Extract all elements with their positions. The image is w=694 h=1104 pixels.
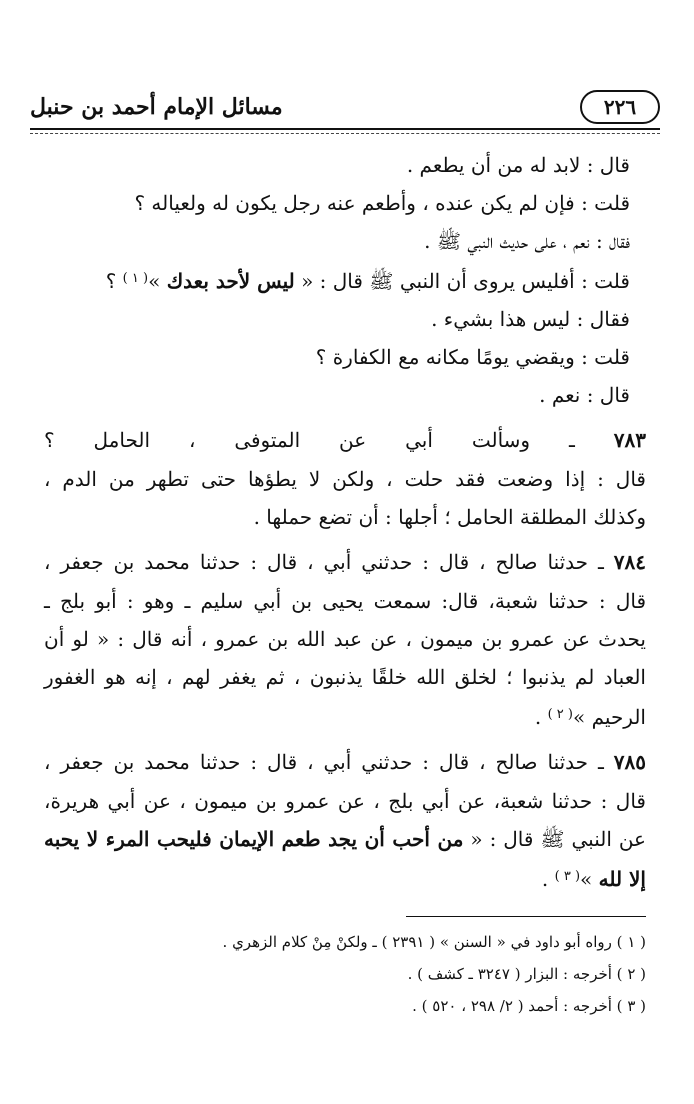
footnote-ref: ( ٣ ) bbox=[554, 869, 581, 884]
footnotes bbox=[44, 926, 646, 1022]
entry-number: ٧٨٣ bbox=[613, 428, 647, 452]
text-line: الرحيم »$^{( ٢ )}$ . bbox=[534, 705, 646, 729]
text-line: قال : إذا وضعت فقد حلت ، ولكن لا يطؤها حتى تطهر من الدم ، bbox=[44, 467, 646, 491]
footnote-ref: ( ١ ) bbox=[122, 271, 149, 286]
entry-784: ٧٨٤ ـ حدثنا صالح ، قال : حدثني أبي ، قال : حدثنا محمد بن جعفر ، bbox=[44, 550, 646, 574]
page-number: ٢٢٦ bbox=[603, 95, 637, 119]
text-line: قلت : ويقضي يومًا مكانه مع الكفارة ؟ bbox=[315, 345, 630, 369]
text-line: قال : نعم . bbox=[539, 383, 630, 407]
text-line: قال : حدثنا شعبة، عن أبي بلج ، عن عمرو بن ميمون ، عن أبي هريرة، bbox=[44, 789, 646, 813]
text-line: قال : حدثنا شعبة، قال: سمعت يحيى بن أبي سليم ـ وهو : أبو بلج ـ bbox=[44, 589, 646, 613]
text-line: عن النبي ﷺ قال : « من أحب أن يجد طعم الإيمان فليحب المرء لا يحبه bbox=[44, 827, 646, 851]
entry-783: ٧٨٣ ـ وسألت أبي عن المتوفى ، الحامل ؟ bbox=[44, 428, 647, 452]
entry-number: ٧٨٤ bbox=[613, 550, 646, 574]
entry-number: ٧٨٥ bbox=[613, 750, 646, 774]
footnote-ref: ( ٢ ) bbox=[547, 707, 573, 722]
main-text bbox=[44, 146, 646, 898]
text-line: وكذلك المطلقة الحامل ؛ أجلها : أن تضع حملها . bbox=[253, 505, 646, 529]
header-rule bbox=[30, 128, 660, 134]
footnote: ( ١ ) رواه أبو داود في « السنن » ( ٢٣٩١ ) ـ ولكنْ مِنْ كلام الزهري . bbox=[222, 933, 646, 951]
text-line: قلت : أفليس يروى أن النبي ﷺ قال : « ليس لأحد بعدك »$^{( ١ )}$ ؟ bbox=[105, 269, 630, 293]
text-line: فقال : نعم ، على حديث النبي ﷺ . bbox=[424, 229, 630, 253]
page-header bbox=[30, 90, 660, 130]
text-line: يحدث عن عمرو بن ميمون ، عن عبد الله بن عمرو ، أنه قال : « لو أن bbox=[44, 627, 646, 651]
footnote: ( ٣ ) أخرجه : أحمد ( ٢/ ٢٩٨ ، ٥٢٠ ) . bbox=[412, 997, 646, 1015]
footnote: ( ٢ ) أخرجه : البزار ( ٣٢٤٧ ـ كشف ) . bbox=[407, 965, 646, 983]
entry-785: ٧٨٥ ـ حدثنا صالح ، قال : حدثني أبي ، قال : حدثنا محمد بن جعفر ، bbox=[44, 750, 646, 774]
footnote-rule bbox=[406, 916, 646, 917]
text-line: قلت : فإن لم يكن عنده ، وأطعم عنه رجل يكون له ولعياله ؟ bbox=[134, 191, 630, 215]
hadith-quote: من أحب أن يجد طعم الإيمان فليحب المرء لا يحبه bbox=[44, 827, 464, 851]
page-number-badge bbox=[580, 90, 660, 124]
text-line: قال : لابد له من أن يطعم . bbox=[406, 153, 630, 177]
hadith-quote: ليس لأحد بعدك bbox=[166, 269, 295, 293]
text-line: إلا لله »$^{( ٣ )}$ . bbox=[541, 867, 646, 891]
book-title: مسائل الإمام أحمد بن حنبل bbox=[30, 94, 283, 120]
text-line: فقال : ليس هذا بشيء . bbox=[431, 307, 630, 331]
text-line: العباد لم يذنبوا ؛ لخلق الله خلقًا يذنبون ، ثم يغفر لهم ، إنه هو الغفور bbox=[44, 665, 646, 689]
